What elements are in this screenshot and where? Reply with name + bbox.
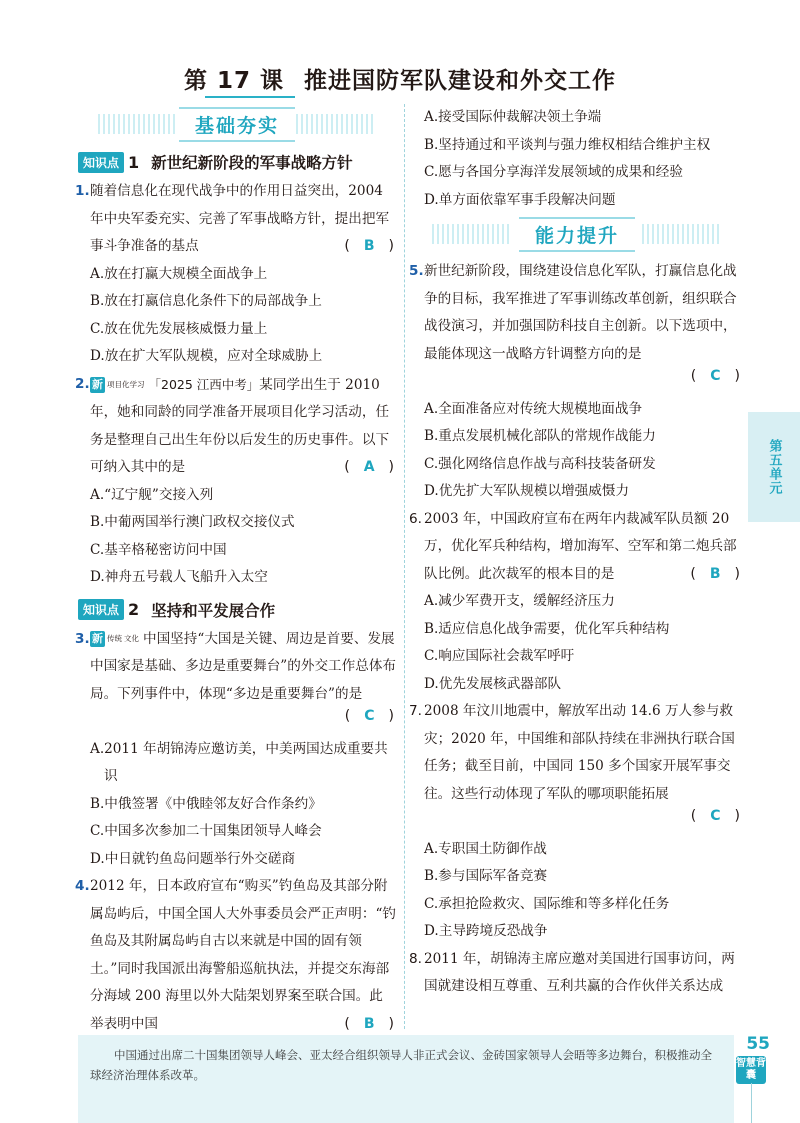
- new-badge-icon: 新 项目化学习: [92, 378, 145, 391]
- knowledge-point-name: 新世纪新阶段的军事战略方针: [151, 154, 353, 172]
- question-2: [75, 371, 396, 482]
- banner-stripes-right: [296, 114, 376, 134]
- answer-bracket: ( B ): [344, 238, 394, 254]
- option: C.基辛格秘密访问中国: [90, 541, 227, 558]
- unit-side-tab: [748, 412, 800, 522]
- question-number: 6.: [409, 510, 422, 527]
- question-stem: 2003 年，中国政府宣布在两年内裁减军队员额 20 万，优化军兵种结构，增加海军、空军和第二炮兵部队比例。此次裁军的根本目的是: [424, 510, 737, 582]
- option: A.全面准备应对传统大规模地面战争: [424, 400, 643, 417]
- option: D.单方面依靠军事手段解决问题: [424, 191, 616, 208]
- option: C.放在优先发展核威慑力量上: [90, 320, 268, 337]
- question-3: [75, 626, 397, 709]
- question-1: [75, 178, 396, 261]
- option: A.“辽宁舰”交接入列: [90, 486, 214, 503]
- question-stem: 某同学出生于 2010 年，她和同龄的同学准备开展项目化学习活动，任务是整理自己出生年份以后发生的历史事件。以下可纳入其中的是: [90, 376, 390, 475]
- option: D.优先发展核武器部队: [424, 675, 562, 692]
- answer-bracket: ( B ): [690, 565, 740, 582]
- banner-stripes-left: [432, 224, 512, 244]
- question-stem: 2008 年汶川地震中，解放军出动 14.6 万人参与救灾；2020 年，中国维和部队持续在非洲执行联合国任务；截至目前，中国同 150 多个国家开展军事交往。这些行动体现了军队的哪项职能拓展: [424, 703, 735, 802]
- banner-label: 能力提升: [519, 217, 635, 252]
- option: D.神舟五号载人飞船升入太空: [90, 569, 268, 585]
- answer-line: [78, 708, 396, 736]
- ability-section-banner: [412, 214, 742, 254]
- question-number: 5.: [409, 263, 424, 279]
- answer-line: [412, 368, 742, 396]
- question-5: [409, 258, 742, 368]
- question-number: 2.: [75, 375, 90, 392]
- option: B.坚持通过和平谈判与强力维权相结合维护主权: [424, 136, 711, 153]
- option: C.中国多次参加二十国集团领导人峰会: [90, 823, 322, 839]
- option: A.放在打赢大规模全面战争上: [90, 265, 268, 282]
- answer-letter: B: [363, 1015, 375, 1032]
- knowledge-point-number: 2: [128, 600, 140, 619]
- answer-bracket: ( C ): [690, 368, 740, 384]
- culture-badge-icon: 新 传统 文化: [92, 632, 139, 645]
- option: A.专职国土防御作战: [424, 840, 547, 857]
- banner-stripes-left: [98, 114, 178, 134]
- question-number: 8.: [409, 950, 422, 967]
- answer-letter: C: [710, 808, 721, 824]
- question-stem: 中国坚持“大国是关键、周边是首要、发展中国家是基础、多边是重要舞台”的外交工作总体布局。下列事件中，体现“多边是重要舞台”的是: [90, 630, 397, 702]
- option: C.愿与各国分享海洋发展领域的成果和经验: [424, 164, 683, 180]
- option: C.响应国际社会裁军呼吁: [424, 648, 575, 664]
- page-number: 55: [746, 1034, 770, 1054]
- option: A.接受国际仲裁解决领土争端: [424, 109, 602, 125]
- option: A.减少军费开支，缓解经济压力: [424, 593, 615, 609]
- answer-letter: C: [364, 708, 375, 724]
- left-column: [75, 104, 397, 1038]
- page-title: [0, 62, 800, 95]
- option: B.放在打赢信息化条件下的局部战争上: [90, 293, 322, 309]
- question-7: [409, 698, 742, 808]
- option: C.承担抢险救灾、国际维和等多样化任务: [424, 895, 670, 912]
- option: A.2011 年胡锦涛应邀访美，中美两国达成重要共识: [90, 740, 388, 784]
- option: B.中俄签署《中俄睦邻友好合作条约》: [90, 795, 322, 812]
- question-stem: 2012 年，日本政府宣布“购买”钓鱼岛及其部分附属岛屿后，中国全国人大外事委员会严正声明：“钓鱼岛及其附属岛屿自古以来就是中国的固有领土。”同时我国派出海警船巡航执法，并提交东海部分海域 200 海里以外大陆架划界案至联合国。此举表明中国: [90, 878, 397, 1032]
- right-column: [409, 104, 742, 1001]
- footer-note: 中国通过出席二十国集团领导人峰会、亚太经合组织领导人非正式会议、金砖国家领导人会晤等多边舞台，积极推动全球经济治理体系改革。: [90, 1048, 712, 1082]
- unit-label: 第五单元: [766, 439, 782, 495]
- question-number: 1.: [75, 183, 90, 199]
- knowledge-point-number: 1: [128, 152, 140, 172]
- banner-stripes-right: [642, 224, 722, 244]
- knowledge-point-name: 坚持和平发展合作: [151, 601, 276, 620]
- option: C.强化网络信息作战与高科技装备研发: [424, 455, 656, 472]
- question-8: [409, 946, 742, 1001]
- option: D.放在扩大军队规模，应对全球威胁上: [90, 348, 323, 364]
- question-stem: 2011 年，胡锦涛主席应邀对美国进行国事访问，两国就建设相互尊重、互利共赢的合作伙伴关系达成: [424, 950, 735, 994]
- badge-line: [751, 1083, 752, 1123]
- answer-bracket: ( C ): [344, 708, 394, 724]
- answer-bracket: ( B ): [344, 1015, 394, 1032]
- answer-letter: A: [363, 459, 375, 475]
- option: B.参与国际军备竞赛: [424, 868, 548, 884]
- answer-letter: C: [710, 368, 721, 384]
- question-6: [409, 506, 742, 589]
- option: D.优先扩大军队规模以增强威慑力: [424, 483, 630, 499]
- lesson-number: 第 17 课: [183, 68, 285, 94]
- answer-letter: B: [363, 238, 375, 254]
- answer-letter: B: [709, 565, 721, 582]
- knowledge-point-tag: 知识点: [78, 152, 124, 173]
- footer-note-box: [78, 1035, 734, 1123]
- knowledge-point-1: [78, 148, 396, 176]
- option: D.主导跨境反恐战争: [424, 923, 548, 939]
- option: B.适应信息化战争需要，优化军兵种结构: [424, 620, 670, 637]
- question-stem: 随着信息化在现代战争中的作用日益突出，2004年中央军委充实、完善了军事战略方针，提出把军事斗争准备的基点: [90, 183, 390, 254]
- question-number: 4.: [75, 878, 90, 894]
- knowledge-point-2: [78, 596, 396, 624]
- answer-line: [412, 808, 742, 836]
- column-divider: [404, 104, 405, 1029]
- option: B.中葡两国举行澳门政权交接仪式: [90, 514, 295, 530]
- lesson-title: 推进国防军队建设和外交工作: [304, 68, 617, 94]
- banner-label: 基础夯实: [179, 107, 295, 142]
- wisdom-badge-icon: 智慧背囊: [736, 1056, 766, 1084]
- question-4: [75, 873, 397, 1038]
- answer-bracket: ( C ): [690, 808, 740, 824]
- knowledge-point-tag: 知识点: [78, 599, 124, 620]
- option: D.中日就钓鱼岛问题举行外交磋商: [90, 850, 296, 867]
- question-source: 「2025 江西中考」: [148, 376, 260, 392]
- option: B.重点发展机械化部队的常规作战能力: [424, 428, 656, 444]
- question-number: 7.: [409, 703, 422, 719]
- answer-bracket: ( A ): [344, 459, 394, 475]
- title-underline: [205, 96, 295, 98]
- question-stem: 新世纪新阶段，围绕建设信息化军队，打赢信息化战争的目标，我军推进了军事训练改革创新，组织联合战役演习，并加强国防科技自主创新。以下选项中，最能体现这一战略方针调整方向的是: [424, 263, 737, 362]
- question-number: 3.: [75, 630, 90, 647]
- basic-section-banner: [78, 104, 396, 144]
